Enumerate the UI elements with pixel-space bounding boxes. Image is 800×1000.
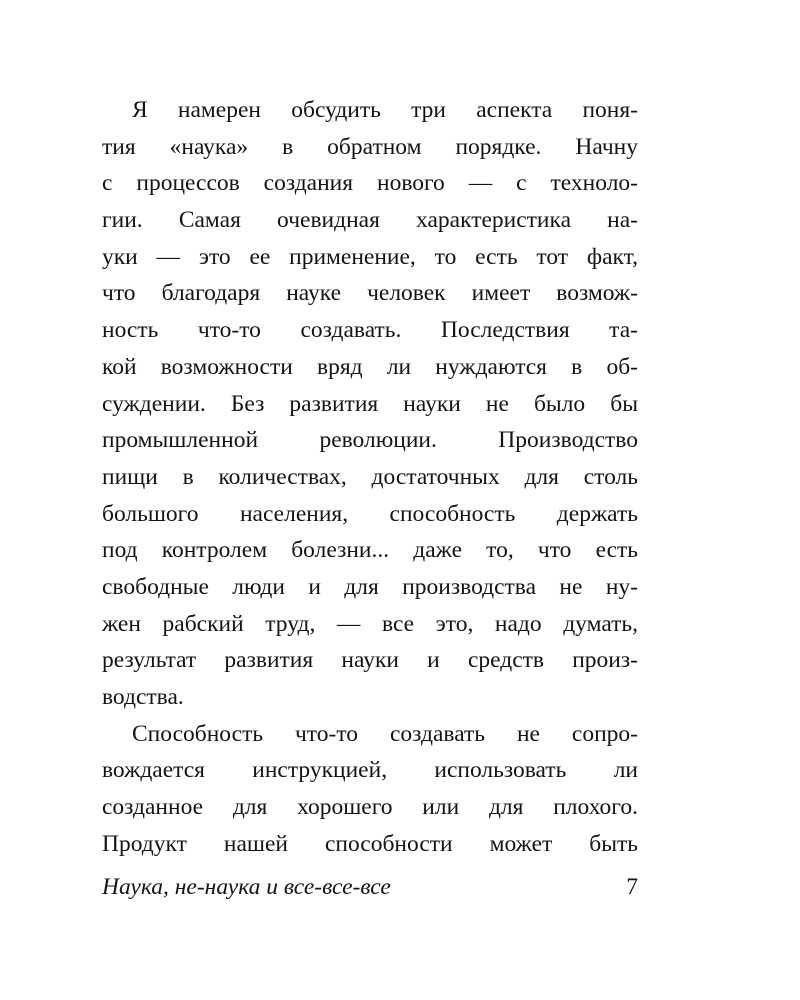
text-line: с процессов создания нового — с техноло- (102, 170, 638, 197)
page-number: 7 (626, 874, 638, 900)
text-line: кой возможности вряд ли нуждаются в об- (102, 353, 638, 380)
text-line: тия «наука» в обратном порядке. Начну (102, 133, 638, 160)
text-line: жен рабский труд, — все это, надо думать, (102, 610, 638, 637)
text-line: суждении. Без развития науки не было бы (102, 390, 638, 417)
text-line: большого населения, способность держать (102, 500, 638, 527)
text-line: водства. (102, 684, 184, 710)
text-line: свободные люди и для производства не ну- (102, 573, 638, 600)
text-line: уки — это ее применение, то есть тот факт, (102, 243, 638, 270)
text-line: Я намерен обсудить три аспекта поня- (132, 97, 638, 123)
text-line: вождается инструкцией, использовать ли (102, 757, 638, 784)
text-line: гии. Самая очевидная характеристика на- (102, 207, 638, 234)
body-text (102, 92, 638, 862)
running-title: Наука, не-наука и все-все-все (102, 874, 391, 900)
text-line: промышленной революции. Производство (102, 427, 638, 454)
text-line: что благодаря науке человек имеет возмож- (102, 280, 638, 307)
text-line: созданное для хорошего или для плохого. (102, 794, 638, 821)
text-line: результат развития науки и средств произ- (102, 647, 638, 674)
text-line: ность что-то создавать. Последствия та- (102, 317, 638, 344)
text-line: Способность что-то создавать не сопро- (132, 720, 638, 747)
text-line: Продукт нашей способности может быть (102, 830, 638, 857)
text-line: под контролем болезни... даже то, что есть (102, 537, 638, 564)
text-line: пищи в количествах, достаточных для столь (102, 463, 638, 490)
